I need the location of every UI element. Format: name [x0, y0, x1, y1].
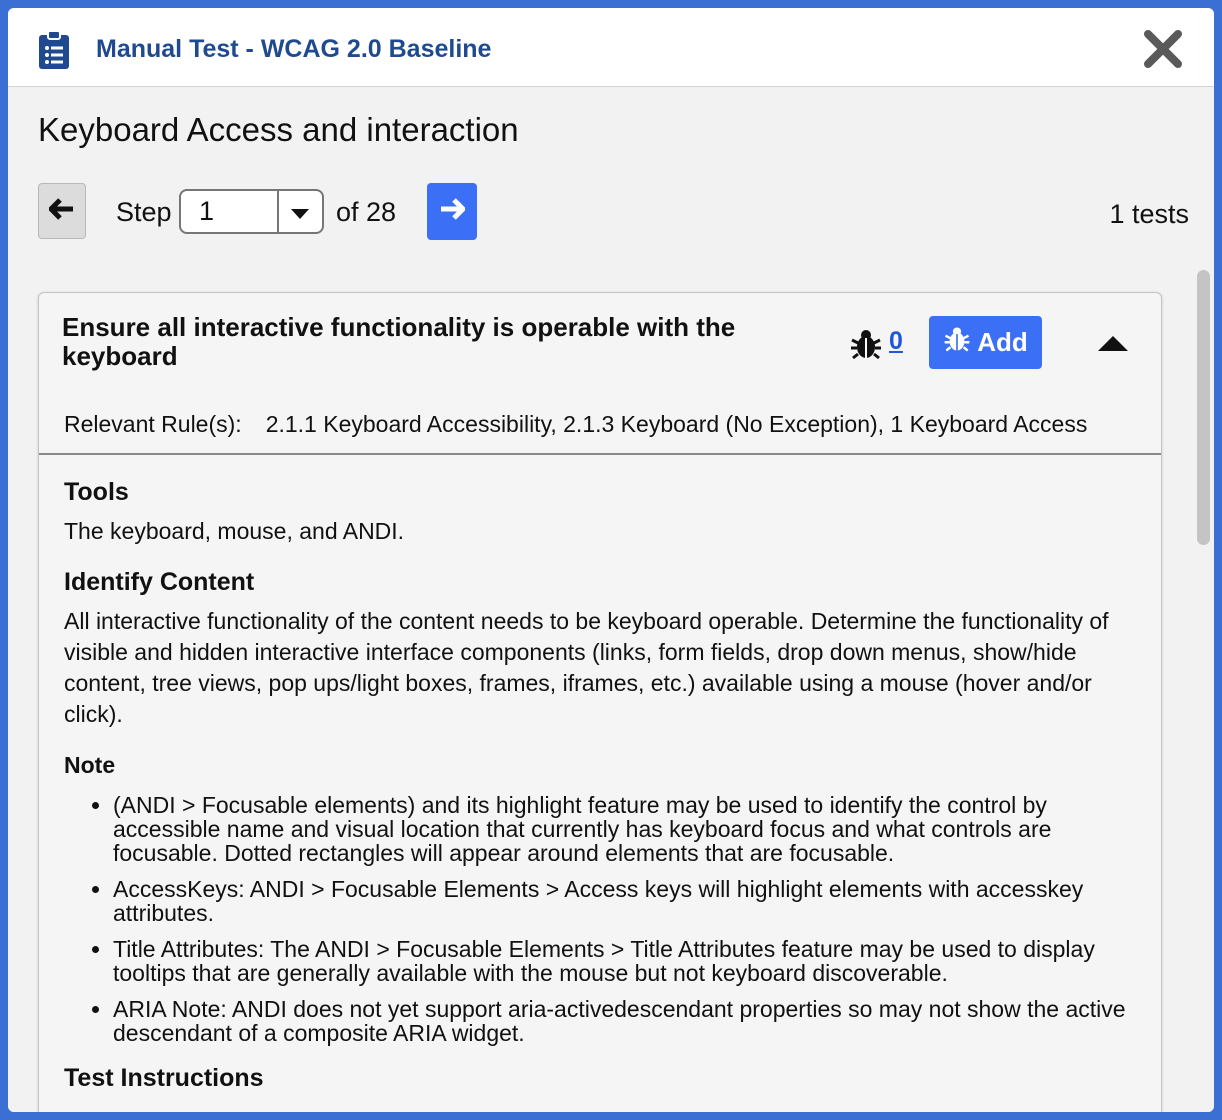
list-item: • Title Attributes: The ANDI > Focusable Elements > Title Attributes feature may be used to display tooltips that are generally available with the mouse but not keyboard discoverable. [113, 937, 1136, 985]
relevant-rules-label: Relevant Rule(s): [64, 411, 242, 437]
caret-up-icon[interactable] [1097, 334, 1129, 357]
bug-icon [943, 325, 971, 360]
bug-icon [849, 327, 883, 366]
tools-text: The keyboard, mouse, and ANDI. [64, 518, 405, 544]
step-label: Step [116, 197, 172, 227]
step-select[interactable] [179, 189, 324, 234]
test-card-body [39, 455, 1161, 1112]
test-card [38, 292, 1162, 1112]
manual-test-dialog [8, 8, 1214, 1112]
test-card-title: Ensure all interactive functionality is operable with the keyboard [62, 312, 736, 371]
scrollbar-thumb[interactable] [1197, 270, 1210, 545]
relevant-rules [64, 411, 1087, 438]
list-item: • AccessKeys: ANDI > Focusable Elements > Access keys will highlight elements with accesskey attributes. [113, 877, 1136, 925]
add-bug-button[interactable] [929, 316, 1042, 369]
bug-count-link[interactable]: 0 [889, 327, 903, 355]
clipboard-list-icon [38, 30, 70, 75]
tests-count: 1 tests [1109, 199, 1189, 229]
arrow-right-icon [439, 198, 465, 225]
dialog-titlebar [8, 8, 1214, 87]
content-scrollbar[interactable] [1196, 270, 1210, 1112]
step-header [8, 87, 1214, 269]
notes-list [64, 793, 1136, 1045]
dialog-title: Manual Test - WCAG 2.0 Baseline [96, 35, 492, 63]
select-divider [277, 191, 279, 232]
close-icon[interactable] [1142, 28, 1184, 70]
caret-down-icon [290, 207, 310, 225]
arrow-left-icon [49, 198, 75, 225]
list-item: • (ANDI > Focusable elements) and its highlight feature may be used to identify the control by accessible name and visual location that currently has keyboard focus and what controls are focusable. Dotted rectangles will appear around elements that are focusable. [113, 793, 1136, 865]
step-value: 1 [199, 196, 215, 226]
previous-step-button[interactable] [38, 183, 86, 239]
test-content-area [8, 266, 1214, 1112]
list-item: • ARIA Note: ANDI does not yet support aria-activedescendant properties so may not show the active descendant of a composite ARIA widget. [113, 997, 1136, 1045]
step-total-label: of 28 [336, 197, 397, 227]
test-card-header [39, 293, 1161, 455]
next-step-button[interactable] [427, 183, 477, 240]
identify-heading: Identify Content [64, 568, 255, 596]
add-bug-label: Add [977, 327, 1028, 357]
tools-heading: Tools [64, 478, 129, 506]
section-title: Keyboard Access and interaction [38, 111, 519, 148]
note-heading: Note [64, 752, 116, 778]
identify-text: All interactive functionality of the content needs to be keyboard operable. Determine the functionality of visible and hidden interactive interface components (links, form fields, drop down menus, show/hide content, tree views, pop ups/light boxes, frames, iframes, etc.) available using a mouse (hover and/or click). [64, 608, 1109, 727]
relevant-rules-value: 2.1.1 Keyboard Accessibility, 2.1.3 Keyboard (No Exception), 1 Keyboard Access [265, 411, 1088, 437]
test-instructions-heading: Test Instructions [64, 1064, 264, 1092]
